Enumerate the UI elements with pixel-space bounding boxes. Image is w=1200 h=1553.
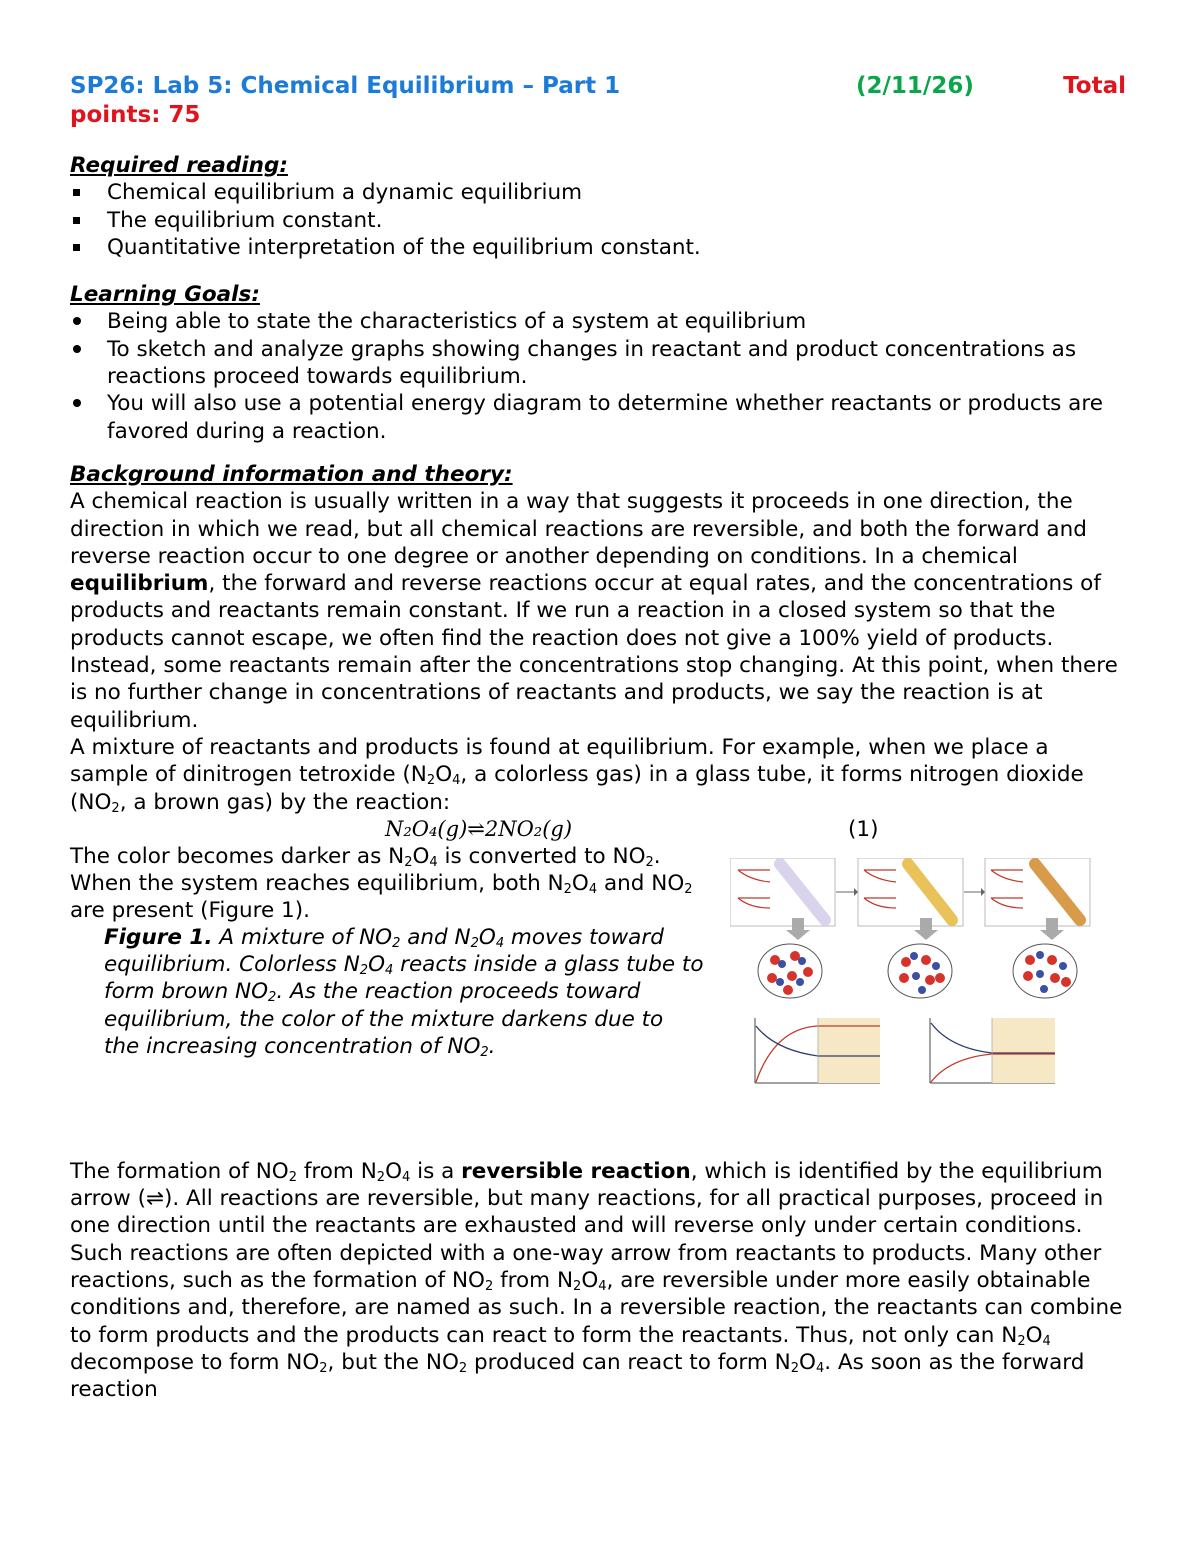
concentration-graph bbox=[755, 1018, 880, 1083]
square-bullet-icon bbox=[73, 244, 80, 251]
molecule-circle-3 bbox=[1013, 944, 1077, 998]
list-item: The equilibrium constant. bbox=[70, 207, 1130, 234]
reversible-reaction-paragraph: The formation of $NO_2$ from $N_2O_4$ is a reversible reaction, which is identified by the equilibrium arrow (⇌). All reactions are reversible, but many reactions, for all practical purposes, proceed in one direction until the reactants are exhausted and will reverse only under certain conditions. Such reactions are often depicted with a one-way arrow from reactants to products. Many other reactions, such as the formation of $NO_2$ from $N_2O_4$, are reversible under more easily obtainable conditions and, therefore, are named as such. In a reversible reaction, the reactants can combine to form products and the products can react to form the reactants. Thus, not only can $N_2O_4$ decompose to form $NO_2$, but the $NO_2$ produced can react to form $N_2O_4$. As soon as the forward reaction bbox=[70, 1158, 1123, 1403]
learning-goals-list bbox=[70, 308, 1130, 444]
tube-panel-3 bbox=[985, 858, 1090, 926]
background-heading: Background information and theory: bbox=[70, 461, 513, 487]
list-item: Chemical equilibrium a dynamic equilibrium bbox=[70, 179, 1130, 206]
document-page bbox=[70, 72, 1130, 1404]
background-paragraph-1: A chemical reaction is usually written in a way that suggests it proceeds in one direction, the direction in which we read, but all chemical reactions are reversible, and both the forward and reverse reaction occur to one degree or another depending on conditions. In a chemical equilibrium, the forward and reverse reactions occur at equal rates, and the concentrations of products and reactants remain constant. If we run a reaction in a closed system so that the products cannot escape, we often find the reaction does not give a 100% yield of products. Instead, some reactants remain after the concentrations stop changing. At this point, when there is no further change in concentrations of reactants and products, we say the reaction is at equilibrium. bbox=[70, 489, 1118, 733]
round-bullet-icon bbox=[73, 345, 81, 353]
lab-date: (2/11/26) bbox=[856, 73, 974, 99]
square-bullet-icon bbox=[73, 189, 80, 196]
equation-line bbox=[70, 816, 1130, 843]
molecule-circle-1 bbox=[758, 944, 822, 998]
list-item: You will also use a potential energy diagram to determine whether reactants or products are favored during a reaction. bbox=[70, 390, 1130, 445]
required-reading-heading: Required reading: bbox=[70, 153, 288, 178]
total-points: points: 75 bbox=[70, 102, 201, 128]
background-paragraph-3: The color becomes darker as $N_2O_4$ is converted to $NO_2$. When the system reaches equilibrium, both $N_2O_4$ and $NO_2$ are present (Figure 1). bbox=[70, 843, 693, 924]
list-item: Being able to state the characteristics of a system at equilibrium bbox=[70, 308, 1130, 335]
learning-goals-heading: Learning Goals: bbox=[70, 282, 260, 308]
background-paragraph-2: A mixture of reactants and products is found at equilibrium. For example, when we place a sample of dinitrogen tetroxide ($N_2O_4$, a colorless gas) in a glass tube, it forms nitrogen dioxide ($NO_2$, a brown gas) by the reaction: bbox=[70, 734, 1084, 816]
round-bullet-icon bbox=[73, 399, 81, 407]
square-bullet-icon bbox=[73, 217, 80, 224]
list-item: To sketch and analyze graphs showing changes in reactant and product concentrations as reactions proceed towards equilibrium. bbox=[70, 336, 1130, 391]
figure-caption: Figure 1. A mixture of $NO_2$ and $N_2O_4$ moves toward equilibrium. Colorless $N_2O_4$ reacts inside a glass tube to form brown $NO_2$. As the reaction proceeds toward equilibrium, the color of the mixture darkens due to the increasing concentration of $NO_2$. bbox=[104, 924, 704, 1061]
list-item: Quantitative interpretation of the equilibrium constant. bbox=[70, 234, 1130, 261]
required-reading-list bbox=[70, 179, 1130, 261]
figure-section bbox=[70, 843, 1130, 1158]
lab-title: SP26: Lab 5: Chemical Equilibrium – Part 1 bbox=[70, 73, 621, 99]
document-header bbox=[70, 72, 1130, 130]
reaction-equation: N₂O₄(g)⇌2NO₂(g) bbox=[385, 816, 573, 841]
round-bullet-icon bbox=[73, 317, 81, 325]
total-label: Total bbox=[1063, 73, 1126, 99]
tube-panel-2 bbox=[858, 858, 963, 926]
tube-panel-1 bbox=[730, 858, 835, 926]
equilibrium-figure bbox=[730, 858, 1095, 1098]
equation-number: (1) bbox=[848, 816, 879, 842]
molecule-circle-2 bbox=[888, 944, 952, 998]
rate-graph bbox=[930, 1018, 1055, 1083]
